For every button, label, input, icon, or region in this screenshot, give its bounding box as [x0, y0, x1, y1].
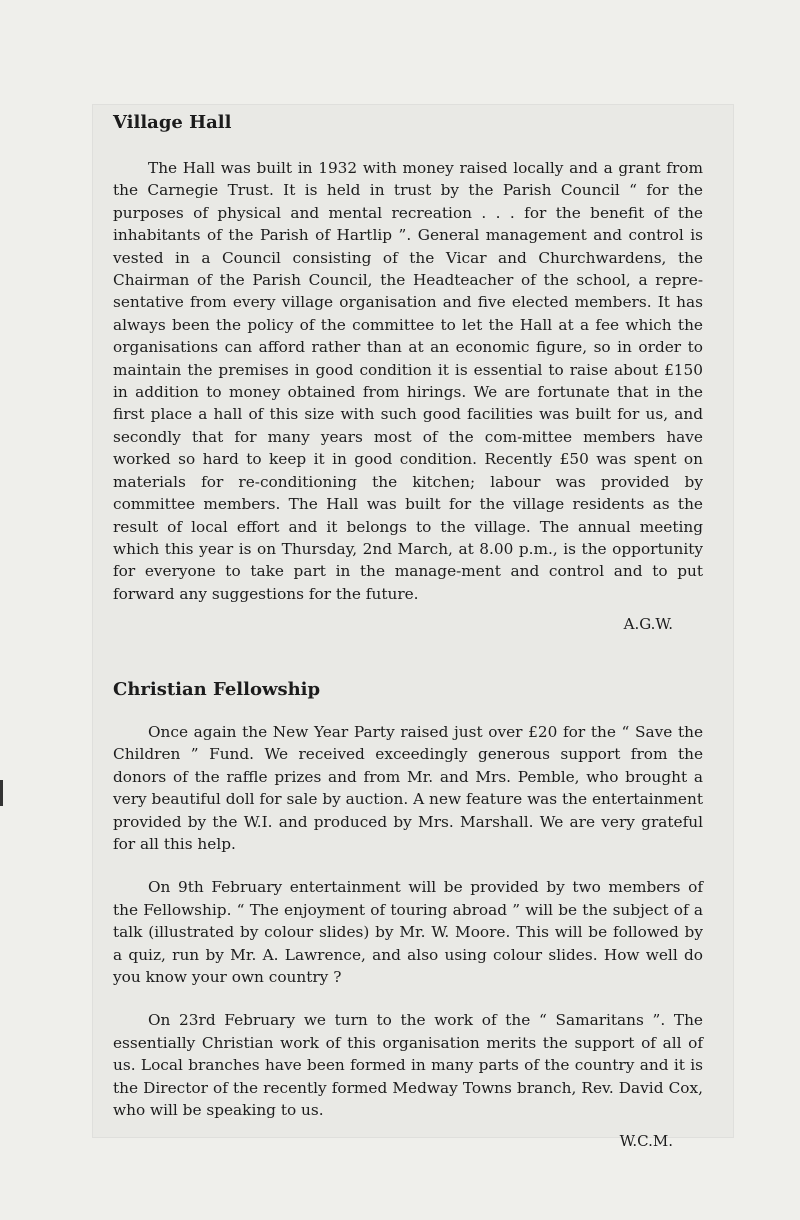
- christian-fellowship-paragraph-1: Once again the New Year Party raised just over £20 for the “ Save the Children ” Fund. We received exceedingly generous support from the donors of the raffle prizes and from Mr. and Mrs. Pemble, who brought a very beautiful doll for sale by auction. A new feature was the entertainment provided by the W.I. and produced by Mrs. Marshall. We are very grateful for all this help.: [113, 723, 703, 854]
- village-hall-section: [113, 110, 703, 635]
- christian-fellowship-signature: W.C.M.: [619, 1131, 673, 1150]
- christian-fellowship-heading: Christian Fellowship: [113, 679, 321, 700]
- christian-fellowship-paragraph-2: On 9th February entertainment will be provided by two members of the Fellowship. “ The enjoyment of touring abroad ” will be the subject of a talk (illustrated by colour slides) by Mr. W. Moore. This will be followed by a quiz, run by Mr. A. Lawrence, and also using colour slides. How well do you know your own country ?: [113, 878, 703, 987]
- village-hall-signature: A.G.W.: [623, 615, 673, 634]
- christian-fellowship-paragraph-3: On 23rd February we turn to the work of the “ Samaritans ”. The essentially Christian work of this organisation merits the support of all of us. Local branches have been formed in many parts of the country and it is the Director of the recently formed Medway Towns branch, Rev. David Cox, who will be speaking to us.: [113, 1011, 703, 1120]
- margin-mark: [0, 780, 3, 806]
- village-hall-paragraph: The Hall was built in 1932 with money raised locally and a grant from the Carnegie Trust. It is held in trust by the Parish Council “ for the purposes of physical and mental recreation . . . for the benefit of the inhabitants of the Parish of Hartlip ”. General management and control is vested in a Council consisting of the Vicar and Churchwardens, the Chairman of the Parish Council, the Headteacher of the school, a repre-sentative from every village organisation and five elected members. It has always been the policy of the committee to let the Hall at a fee which the organisations can afford rather than at an economic figure, so in order to maintain the premises in good condition it is essential to raise about £150 in addition to money obtained from hirings. We are fortunate that in the first place a hall of this size with such good facilities was built for us, and secondly that for many years most of the com-mittee members have worked so hard to keep it in good condition. Recently £50 was spent on materials for re-conditioning the kitchen; labour was provided by committee members. The Hall was built for the village residents as the result of local effort and it belongs to the village. The annual meeting which this year is on Thursday, 2nd March, at 8.00 p.m., is the opportunity for everyone to take part in the manage-ment and control and to put forward any suggestions for the future.: [113, 159, 703, 603]
- christian-fellowship-section: [113, 677, 703, 1152]
- village-hall-heading: Village Hall: [113, 112, 232, 133]
